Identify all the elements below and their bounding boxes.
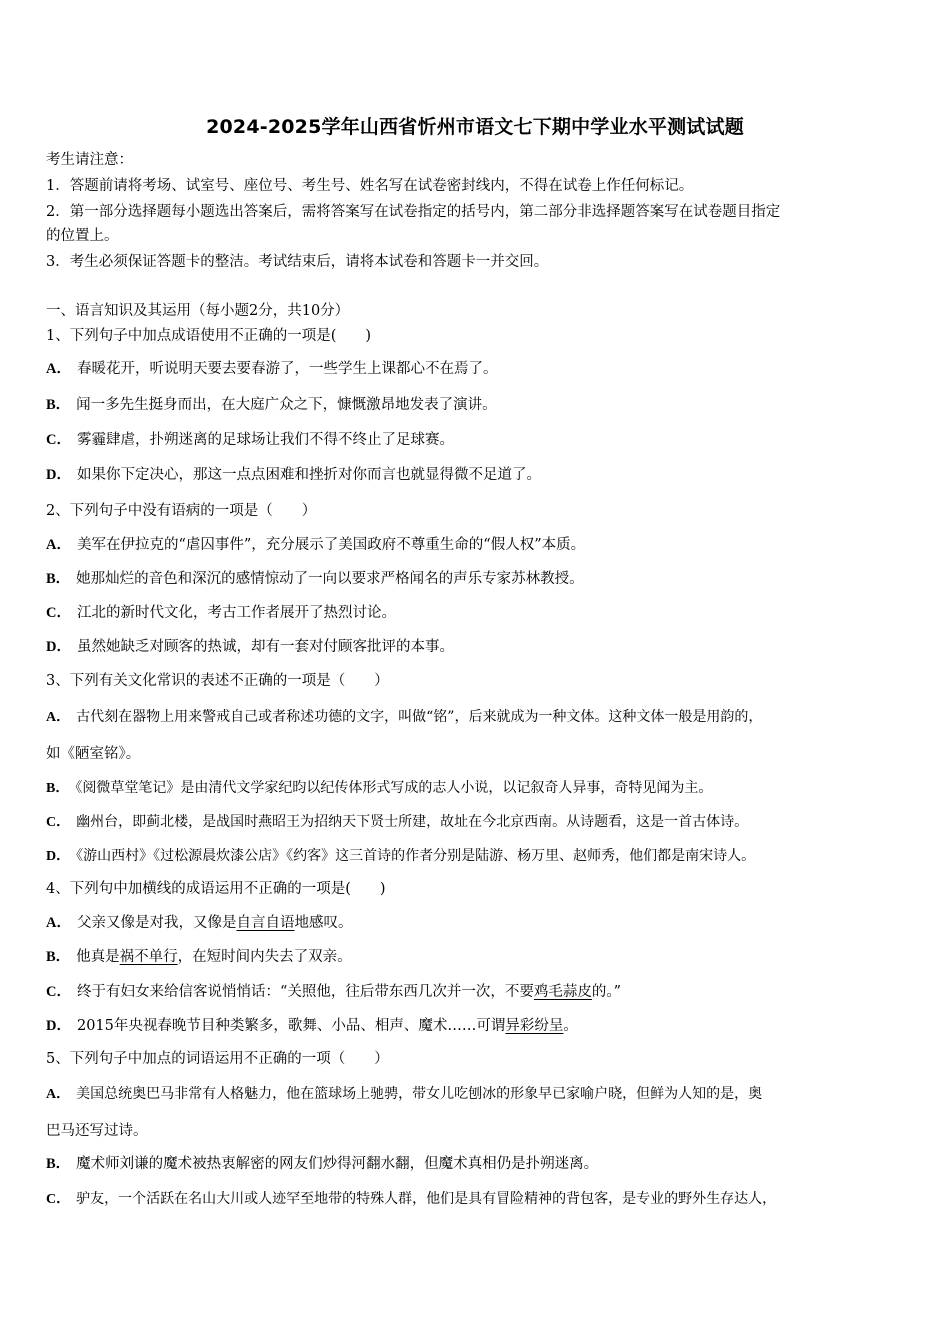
- underlined-idiom: 自言自语: [236, 915, 295, 931]
- underlined-idiom: 鸡毛蒜皮: [533, 984, 592, 1000]
- section-heading: 一、语言知识及其运用（每小题2分，共10分）: [46, 303, 350, 319]
- question-stem: 5、下列句子中加点的词语运用不正确的一项（ ）: [46, 1051, 389, 1067]
- option-text: 幽州台，即蓟北楼，是战国时燕昭王为招纳天下贤士所建，故址在今北京西南。从诗题看，这是一首古体诗。: [76, 814, 749, 830]
- option-text: 古代刻在器物上用来警戒自己或者称述功德的文字，叫做“铭”，后来就成为一种文体。这种文体一般是用韵的，: [76, 709, 763, 725]
- option-text: 。: [563, 1018, 578, 1034]
- option-continuation: 如《陋室铭》。: [46, 746, 141, 762]
- option-line: [46, 569, 584, 589]
- option-line: [46, 637, 454, 657]
- option-line: [46, 812, 748, 833]
- option-line: [46, 707, 762, 728]
- option-letter: C．: [46, 605, 71, 621]
- option-letter: B．: [46, 949, 71, 965]
- option-text: 江北的新时代文化，考古工作者展开了热烈讨论。: [76, 605, 396, 621]
- option-line: [46, 603, 396, 623]
- option-line: [46, 1016, 578, 1036]
- notice-item: 的位置上。: [46, 228, 119, 244]
- option-letter: D．: [46, 639, 71, 655]
- option-line: [46, 846, 755, 867]
- option-line: [46, 395, 497, 415]
- notice-item: 2．第一部分选择题每小题选出答案后，需将答案写在试卷指定的括号内，第二部分非选择题答案写在试卷题目指定: [46, 204, 781, 220]
- question-stem: 3、下列有关文化常识的表述不正确的一项是（ ）: [46, 673, 389, 689]
- option-letter: C．: [46, 815, 71, 830]
- option-text: 美军在伊拉克的“虐囚事件”，充分展示了美国政府不尊重生命的“假人权”本质。: [76, 537, 586, 553]
- option-text: 地感叹。: [294, 915, 353, 931]
- option-text: 父亲又像是对我，又像是: [76, 915, 237, 931]
- option-letter: D．: [46, 849, 71, 864]
- question-stem: 4、下列句中加横线的成语运用不正确的一项是( ): [46, 881, 386, 897]
- option-letter: A．: [46, 1087, 71, 1102]
- option-letter: B．: [46, 1156, 71, 1172]
- underlined-idiom: 祸不单行: [119, 949, 178, 965]
- option-letter: B．: [46, 571, 71, 587]
- question-stem: 2、下列句子中没有语病的一项是（ ）: [46, 503, 317, 519]
- option-text: 《阅微草堂笔记》是由清代文学家纪昀以纪传体形式写成的志人小说，以记叙奇人异事，奇特见闻为主。: [75, 780, 713, 796]
- notice-item: 1．答题前请将考场、试室号、座位号、考生号、姓名写在试卷密封线内，不得在试卷上作任何标记。: [46, 178, 694, 194]
- option-letter: D．: [46, 467, 71, 483]
- option-letter: C．: [46, 432, 71, 448]
- option-text: 春暖花开，听说明天要去要春游了，一些学生上课都心不在焉了。: [76, 361, 498, 377]
- option-text: 终于有妇女来给信客说悄悄话：“关照他，往后带东西几次并一次，不要: [76, 984, 534, 1000]
- option-line: [46, 1154, 598, 1174]
- option-text: 她那灿烂的音色和深沉的感情惊动了一向以要求严格闻名的声乐专家苏林教授。: [76, 571, 584, 587]
- notice-item: 3．考生必须保证答题卡的整洁。考试结束后，请将本试卷和答题卡一并交回。: [46, 254, 549, 270]
- option-line: [46, 913, 352, 933]
- option-line: [46, 465, 541, 485]
- option-letter: D．: [46, 1018, 71, 1034]
- option-letter: A．: [46, 537, 71, 553]
- option-letter: B．: [46, 781, 70, 796]
- option-text: 如果你下定决心，那这一点点困难和挫折对你而言也就显得微不足道了。: [76, 467, 541, 483]
- page-title: 2024-2025学年山西省忻州市语文七下期中学业水平测试试题: [206, 116, 744, 138]
- option-letter: A．: [46, 710, 71, 725]
- option-text: 美国总统奥巴马非常有人格魅力，他在篮球场上驰骋，带女儿吃刨冰的形象早已家喻户晓，但鲜为人知的是，奥: [76, 1086, 763, 1102]
- option-text: 《游山西村》《过松源晨炊漆公店》《约客》这三首诗的作者分别是陆游、杨万里、赵师秀，他们都是南宋诗人。: [76, 848, 756, 864]
- option-letter: C．: [46, 1192, 71, 1207]
- option-continuation: 巴马还写过诗。: [46, 1123, 148, 1139]
- option-letter: B．: [46, 397, 71, 413]
- option-line: [46, 947, 352, 967]
- underlined-idiom: 异彩纷呈: [505, 1018, 564, 1034]
- option-text: 的。”: [591, 984, 622, 1000]
- question-stem: 1、下列句子中加点成语使用不正确的一项是( ): [46, 328, 372, 344]
- option-line: [46, 1084, 762, 1105]
- notice-heading: 考生请注意：: [46, 152, 133, 168]
- option-line: [46, 982, 621, 1002]
- option-line: [46, 359, 497, 379]
- option-letter: A．: [46, 361, 71, 377]
- option-text: 虽然她缺乏对顾客的热诚，却有一套对付顾客批评的本事。: [76, 639, 454, 655]
- option-line: [46, 1189, 776, 1210]
- option-text: ，在短时间内失去了双亲。: [177, 949, 352, 965]
- option-text: 雾霾肆虐，扑朔迷离的足球场让我们不得不终止了足球赛。: [76, 432, 454, 448]
- option-line: [46, 430, 454, 450]
- option-text: 他真是: [76, 949, 120, 965]
- option-letter: A．: [46, 915, 71, 931]
- option-line: [46, 535, 585, 555]
- option-text: 魔术师刘谦的魔术被热衷解密的网友们炒得河翻水翻，但魔术真相仍是扑朔迷离。: [76, 1156, 599, 1172]
- option-text: 驴友，一个活跃在名山大川或人迹罕至地带的特殊人群，他们是具有冒险精神的背包客，是专业的野外生存达人，: [76, 1191, 777, 1207]
- option-text: 闻一多先生挺身而出，在大庭广众之下，慷慨激昂地发表了演讲。: [76, 397, 497, 413]
- option-letter: C．: [46, 984, 71, 1000]
- option-line: [46, 778, 712, 799]
- option-text: 2015年央视春晚节目种类繁多，歌舞、小品、相声、魔术……可谓: [76, 1018, 506, 1034]
